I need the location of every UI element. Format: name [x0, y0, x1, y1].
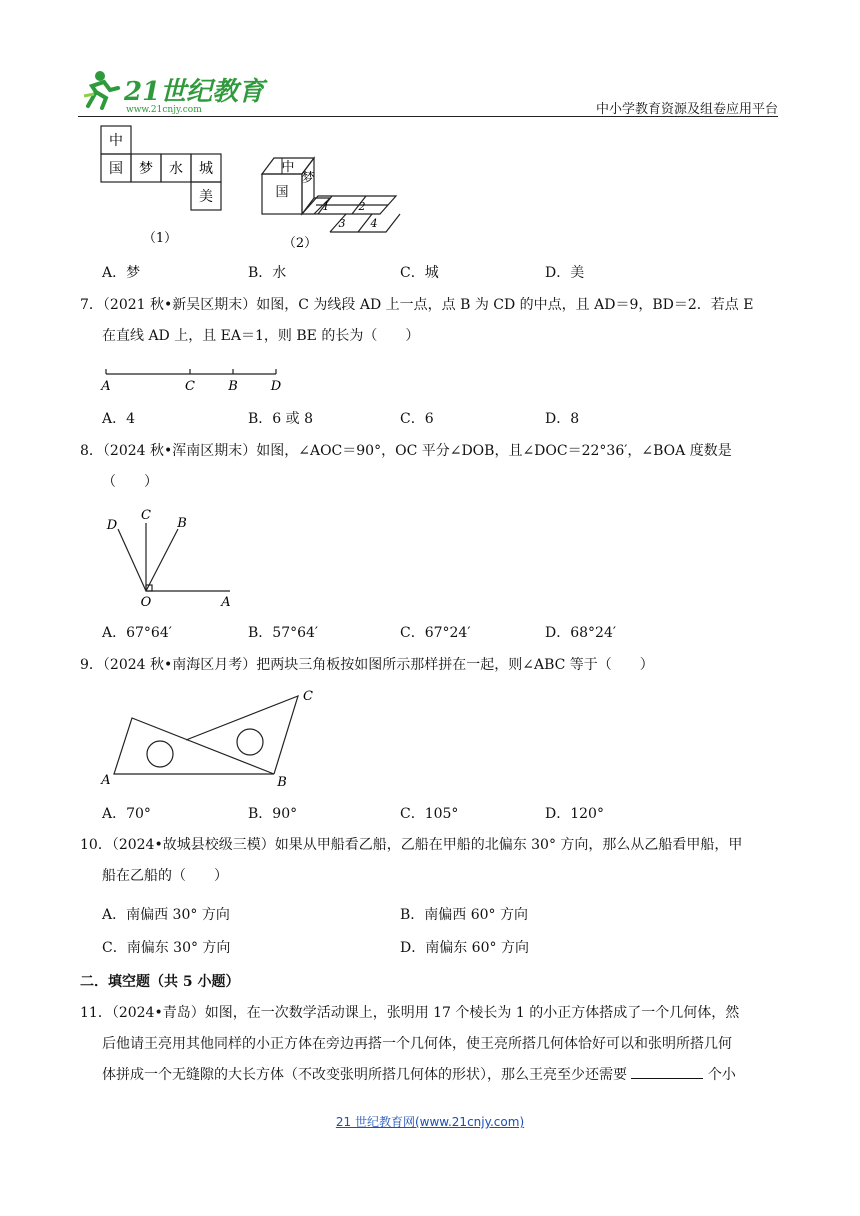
fig2-face-1: 1 — [322, 200, 330, 213]
fig2-cell-zhong: 中 — [281, 160, 295, 175]
q10-option-b[interactable]: B．南偏西 60° 方向 — [400, 907, 529, 923]
q10-line-1: 10．（2024•故城县校级三模）如果从甲船看乙船，乙船在甲船的北偏东 30° 方向，那么从乙船看甲船，甲 — [80, 837, 743, 853]
q8-label-b: B — [177, 516, 187, 531]
q7-point-c: C — [185, 379, 195, 394]
fig2-cell-guo: 国 — [275, 185, 289, 200]
q6-figure-2 — [258, 152, 408, 256]
q11-line-3-end: 个小 — [707, 1067, 736, 1083]
q7-point-b: B — [228, 379, 238, 394]
q8-line-2: （ ） — [102, 474, 158, 490]
q7-segment-figure — [100, 366, 290, 398]
q10-option-a[interactable]: A．南偏西 30° 方向 — [102, 907, 230, 923]
q8-label-d: D — [106, 518, 118, 533]
fig1-cell-mei: 美 — [199, 189, 213, 205]
q8-label-a: A — [221, 595, 231, 610]
q10-options-row-2 — [0, 937, 860, 957]
logo-text: 21世纪教育 — [124, 77, 265, 107]
section-heading-fill-in: 二．填空题（共 5 小题） — [80, 974, 240, 990]
q11-line-2: 后他请王亮用其他同样的小正方体在旁边再搭一个几何体，使王亮所搭几何体恰好可以和张明所搭几何 — [102, 1036, 732, 1052]
q6-figure-1 — [100, 124, 225, 256]
q9-option-c[interactable]: C．105° — [400, 806, 459, 822]
q6-option-d[interactable]: D．美 — [545, 265, 585, 281]
q9-label-b: B — [277, 775, 287, 790]
q10-options-row-1 — [0, 904, 860, 924]
q6-options — [0, 262, 860, 282]
q8-label-o: O — [140, 595, 152, 610]
footer-link[interactable]: 21 世纪教育网(www.21cnjy.com) — [335, 1115, 525, 1129]
question-7 — [80, 290, 780, 352]
q9-line-1: 9．（2024 秋•南海区月考）把两块三角板按如图所示那样拼在一起，则∠ABC 等于（ ） — [80, 657, 654, 673]
q7-options — [0, 408, 860, 428]
q8-option-c[interactable]: C．67°24′ — [400, 625, 471, 641]
q7-option-a[interactable]: A．4 — [102, 411, 136, 427]
q9-label-a: A — [101, 773, 111, 788]
q8-angle-figure — [100, 505, 240, 614]
q7-line-1: 7．（2021 秋•新吴区期末）如图，C 为线段 AD 上一点，点 B 为 CD 的中点，且 AD＝9，BD＝2．若点 E — [80, 297, 754, 313]
q11-line-1: 11．（2024•青岛）如图，在一次数学活动课上，张明用 17 个棱长为 1 的小正方体搭成了一个几何体，然 — [80, 1005, 740, 1021]
q10-option-d[interactable]: D．南偏东 60° 方向 — [400, 940, 529, 956]
platform-name: 中小学教育资源及组卷应用平台 — [595, 102, 778, 117]
q11-line-3: 体拼成一个无缝隙的大长方体（不改变张明所搭几何体的形状），那么王亮至少还需要 — [102, 1067, 627, 1083]
q8-line-1: 8．（2024 秋•浑南区期末）如图，∠AOC＝90°，OC 平分∠DOB，且∠DOC＝22°36′，∠BOA 度数是 — [80, 443, 732, 459]
q9-option-b[interactable]: B．90° — [248, 806, 298, 822]
q10-line-2: 船在乙船的（ ） — [102, 868, 228, 884]
q6-option-c[interactable]: C．城 — [400, 265, 439, 281]
q7-option-b[interactable]: B．6 或 8 — [248, 411, 314, 427]
fig1-cell-cheng: 城 — [199, 161, 213, 177]
q8-option-d[interactable]: D．68°24′ — [545, 625, 617, 641]
question-9 — [80, 650, 780, 681]
fig2-face-2: 2 — [358, 200, 366, 213]
q9-option-a[interactable]: A．70° — [102, 806, 151, 822]
question-10 — [80, 830, 780, 892]
q8-label-c: C — [141, 508, 151, 523]
question-8 — [80, 436, 780, 498]
q6-option-b[interactable]: B．水 — [248, 265, 287, 281]
q10-option-c[interactable]: C．南偏东 30° 方向 — [102, 940, 231, 956]
fig1-label: （1） — [142, 231, 178, 246]
fig2-face-4: 4 — [370, 217, 378, 230]
q7-point-a: A — [101, 379, 111, 394]
question-11 — [80, 998, 780, 1091]
q7-line-2: 在直线 AD 上，且 EA＝1，则 BE 的长为（ ） — [102, 328, 420, 344]
fig1-cell-zhong: 中 — [109, 133, 123, 149]
header-divider — [78, 116, 778, 117]
q9-option-d[interactable]: D．120° — [545, 806, 604, 822]
fig1-cell-shui: 水 — [169, 161, 183, 177]
fig2-face-3: 3 — [338, 217, 346, 230]
logo-subtext: www.21cnjy.com — [126, 105, 202, 115]
q11-answer-blank[interactable] — [631, 1064, 703, 1079]
q7-point-d: D — [270, 379, 282, 394]
fig1-cell-guo: 国 — [109, 161, 123, 177]
q6-option-a[interactable]: A．梦 — [102, 265, 141, 281]
q8-option-b[interactable]: B．57°64′ — [248, 625, 319, 641]
site-logo — [80, 66, 265, 116]
q7-option-d[interactable]: D．8 — [545, 411, 580, 427]
q9-options — [0, 803, 860, 823]
fig2-cell-meng: 梦 — [301, 171, 315, 186]
fig1-cell-meng: 梦 — [139, 161, 153, 177]
q7-option-c[interactable]: C．6 — [400, 411, 434, 427]
q8-options — [0, 622, 860, 642]
runner-logo-icon — [80, 66, 265, 116]
q9-label-c: C — [303, 689, 313, 704]
q9-triangles-figure — [98, 688, 328, 792]
fig2-label: （2） — [282, 236, 318, 251]
q8-option-a[interactable]: A．67°64′ — [102, 625, 172, 641]
